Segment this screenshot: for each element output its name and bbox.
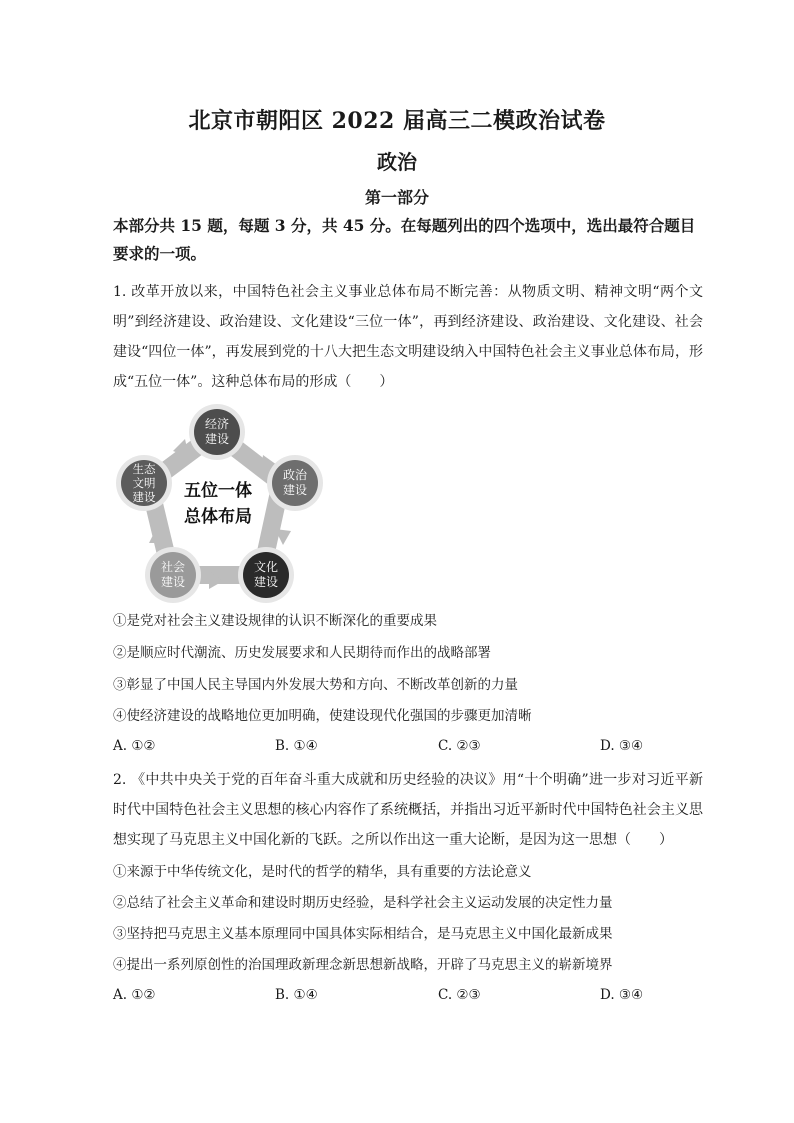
q1-choice-c[interactable]: C. ②③ (438, 738, 481, 754)
q2-choice-b[interactable]: B. ①④ (275, 987, 318, 1003)
node-label: 建设 (204, 432, 230, 446)
node-political-construction (267, 455, 323, 511)
subject-title: 政治 (377, 150, 417, 174)
node-label: 社会 (160, 560, 186, 574)
node-label: 政治 (282, 468, 308, 482)
q1-choice-b[interactable]: B. ①④ (275, 738, 318, 754)
q1-choice-d[interactable]: D. ③④ (600, 738, 644, 754)
q2-choice-d[interactable]: D. ③④ (600, 987, 644, 1003)
node-cultural-construction (238, 547, 294, 603)
q2-statement-1: ①来源于中华传统文化，是时代的哲学的精华，具有重要的方法论意义 (113, 864, 532, 880)
part-heading: 第一部分 (364, 188, 429, 207)
page-title: 北京市朝阳区 2022 届高三二模政治试卷 (188, 108, 606, 134)
node-label: 文明 (132, 476, 156, 490)
q1-statement-1: ①是党对社会主义建设规律的认识不断深化的重要成果 (113, 613, 437, 629)
q2-statement-2: ②总结了社会主义革命和建设时期历史经验，是科学社会主义运动发展的决定性力量 (113, 895, 613, 911)
question-2-stem: 2. 《中共中央关于党的百年奋斗重大成就和历史经验的决议》用“十个明确”进一步对习近平新时代中国特色社会主义思想的核心内容作了系统概括，并指出习近平新时代中国特色社会主义思想实现了马克思主义中国化新的飞跃。之所以作出这一重大论断，是因为这一思想（ ） (113, 772, 703, 848)
node-social-construction (145, 547, 201, 603)
q2-statement-4: ④提出一系列原创性的治国理政新理念新思想新战略，开辟了马克思主义的崭新境界 (113, 957, 613, 973)
node-label: 建设 (282, 483, 308, 497)
q2-choice-c[interactable]: C. ②③ (438, 987, 481, 1003)
node-label: 建设 (132, 490, 156, 504)
node-label: 建设 (160, 575, 186, 589)
node-ecological-construction (116, 455, 172, 511)
q1-choice-a[interactable]: A. ①② (113, 738, 156, 754)
q1-statement-3: ③彰显了中国人民主导国内外发展大势和方向、不断改革创新的力量 (113, 677, 518, 693)
question-1-stem: 1. 改革开放以来，中国特色社会主义事业总体布局不断完善：从物质文明、精神文明“两个文明”到经济建设、政治建设、文化建设“三位一体”，再到经济建设、政治建设、文化建设、社会建设“四位一体”，再发展到党的十八大把生态文明建设纳入中国特色社会主义事业总体布局，形成“五位一体”。这种总体布局的形成（ ） (113, 284, 703, 390)
q1-statement-4: ④使经济建设的战略地位更加明确，使建设现代化强国的步骤更加清晰 (113, 708, 532, 724)
node-label: 经济 (204, 417, 230, 431)
q2-statement-3: ③坚持把马克思主义基本原理同中国具体实际相结合，是马克思主义中国化最新成果 (113, 926, 613, 942)
q1-statement-2: ②是顺应时代潮流、历史发展要求和人民期待而作出的战略部署 (113, 645, 491, 661)
diagram-center-line2: 总体布局 (184, 507, 252, 527)
node-label: 生态 (132, 462, 156, 476)
node-label: 建设 (253, 575, 279, 589)
section-instructions: 本部分共 15 题，每题 3 分，共 45 分。在每题列出的四个选项中，选出最符合题目要求的一项。 (113, 216, 696, 263)
node-label: 文化 (253, 560, 279, 574)
five-in-one-diagram (113, 403, 333, 608)
q2-choice-a[interactable]: A. ①② (113, 987, 156, 1003)
diagram-center-line1: 五位一体 (184, 481, 252, 501)
node-economic-construction (189, 404, 245, 460)
